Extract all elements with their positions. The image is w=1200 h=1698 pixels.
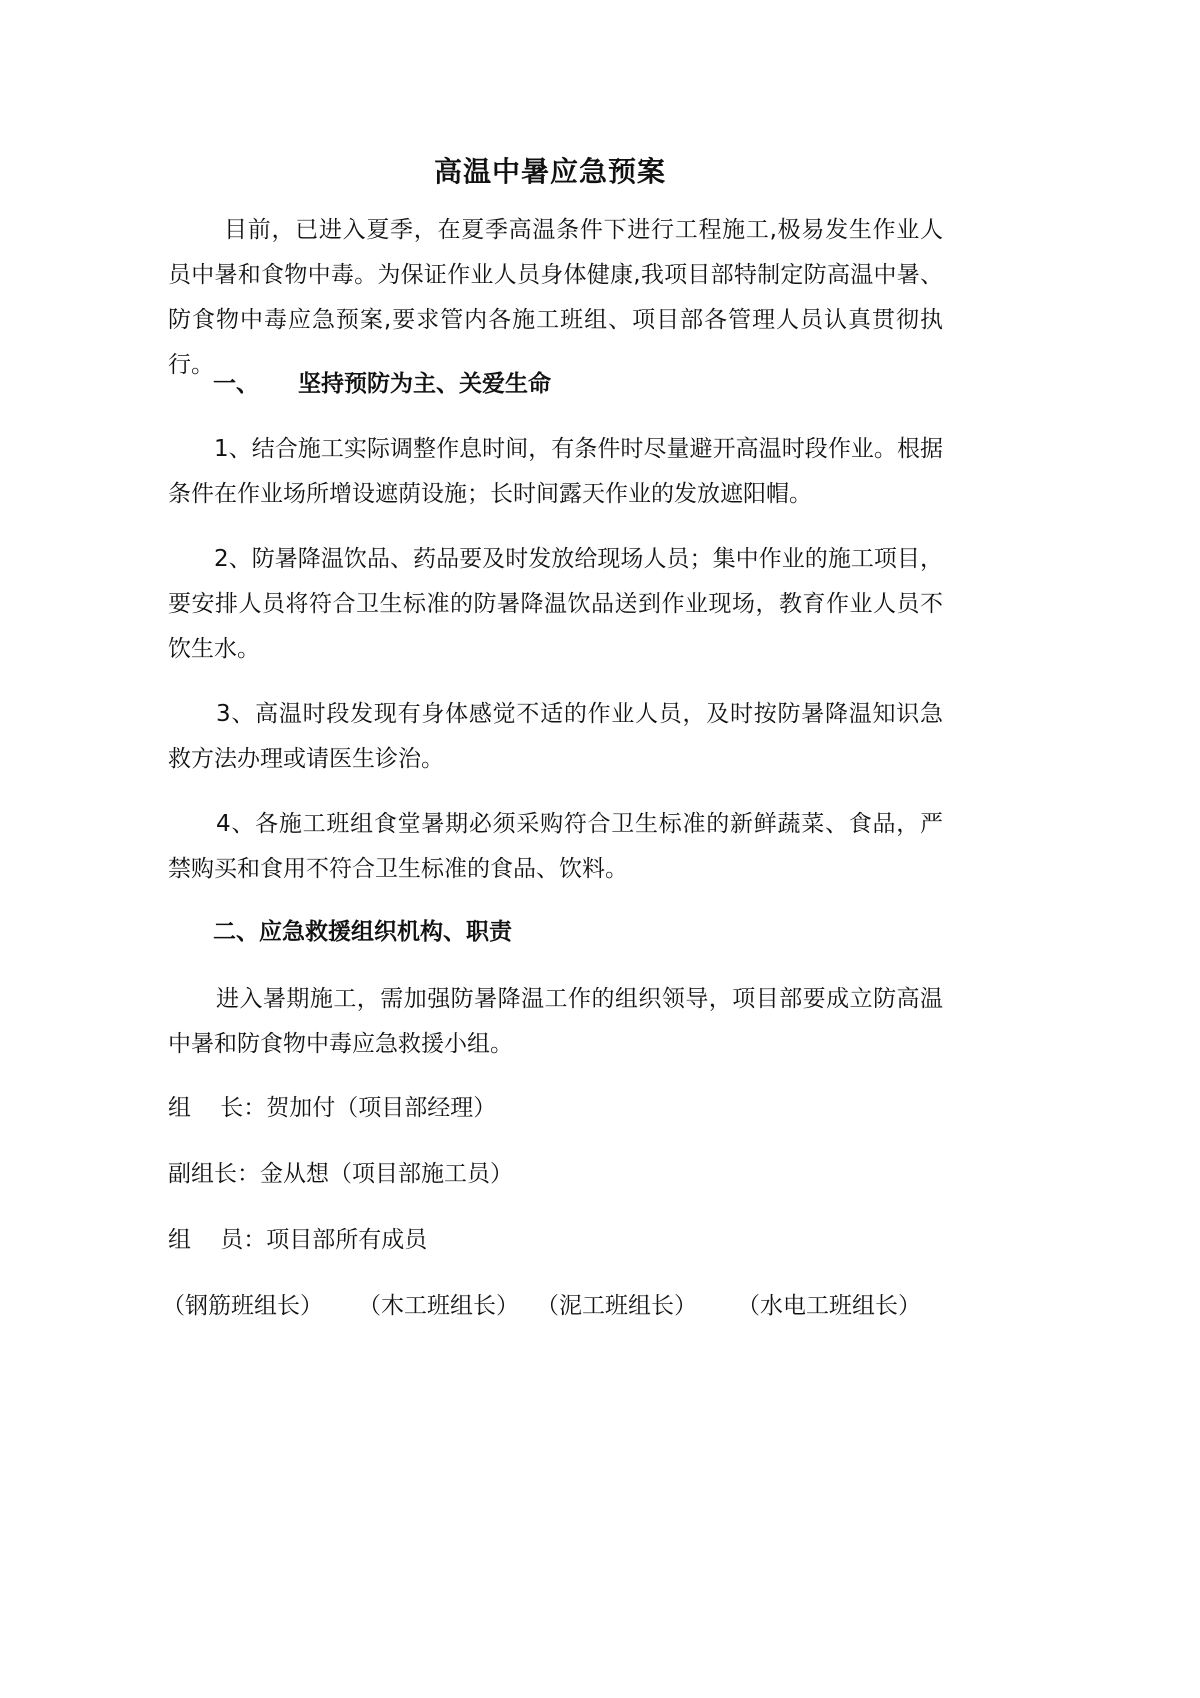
role-item: （水电工班组长） bbox=[737, 1293, 921, 1319]
team-deputy: 副组长：金从想（项目部施工员） bbox=[168, 1161, 513, 1187]
section2-heading: 二、应急救援组织机构、职责 bbox=[213, 919, 512, 945]
role-item: （木工班组长） bbox=[358, 1293, 519, 1319]
section1-number: 一、 bbox=[213, 371, 259, 397]
section1-item-4: 4、各施工班组食堂暑期必须采购符合卫生标准的新鲜蔬菜、食品，严禁购买和食用不符合卫生标准的食品、饮料。 bbox=[168, 811, 943, 882]
section1-item-1: 1、结合施工实际调整作息时间，有条件时尽量避开高温时段作业。根据条件在作业场所增设遮荫设施；长时间露天作业的发放遮阳帽。 bbox=[168, 436, 943, 507]
intro-paragraph: 目前，已进入夏季，在夏季高温条件下进行工程施工,极易发生作业人员中暑和食物中毒。为保证作业人员身体健康,我项目部特制定防高温中暑、防食物中毒应急预案,要求管内各施工班组、项目部各管理人员认真贯彻执行。 bbox=[168, 217, 943, 378]
section1-item-2: 2、防暑降温饮品、药品要及时发放给现场人员；集中作业的施工项目，要安排人员将符合卫生标准的防暑降温饮品送到作业现场，教育作业人员不饮生水。 bbox=[168, 546, 943, 662]
section1-item-3: 3、高温时段发现有身体感觉不适的作业人员，及时按防暑降温知识急救方法办理或请医生诊治。 bbox=[168, 701, 943, 772]
role-item: （泥工班组长） bbox=[536, 1293, 697, 1319]
document-title: 高温中暑应急预案 bbox=[433, 155, 666, 188]
role-item: （钢筋班组长） bbox=[162, 1293, 323, 1319]
team-leader: 组 长：贺加付（项目部经理） bbox=[168, 1095, 497, 1121]
team-members: 组 员：项目部所有成员 bbox=[168, 1227, 428, 1253]
section1-title: 坚持预防为主、关爱生命 bbox=[298, 371, 551, 397]
section2-intro: 进入暑期施工，需加强防暑降温工作的组织领导，项目部要成立防高温中暑和防食物中毒应急救援小组。 bbox=[168, 986, 943, 1057]
